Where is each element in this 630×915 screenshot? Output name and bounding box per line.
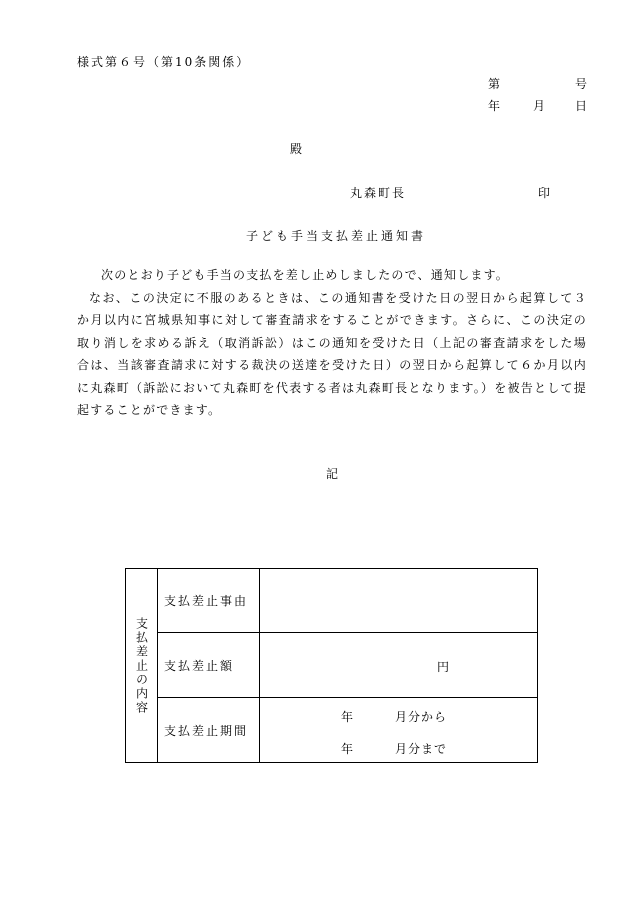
ki-heading: 記 — [326, 467, 339, 481]
section-label: 支払差止の内容 — [134, 616, 149, 715]
period-to-year: 年 — [341, 742, 354, 756]
body-paragraph-2: なお、この決定に不服のあるときは、この通知書を受けた日の翌日から起算して３か月以内に宮城県知事に対して審査請求をすることができます。さらに、この決定の取り消しを求める訴え（取消訴訟）はこの通知を受けた日（上記の審査請求をした場合は、当該審査請求に対する裁決の送達を受けた日）の翌日から起算して６か月以内に丸森町（訴訟において丸森町を代表する者は丸森町長となります。）を被告として提起することができます。 — [77, 290, 587, 417]
table-row-period — [158, 698, 537, 762]
addressee-honorific: 殿 — [290, 142, 303, 156]
amount-unit: 円 — [437, 660, 450, 674]
document-title: 子ども手当支払差止通知書 — [246, 229, 427, 243]
doc-number-prefix: 第 — [488, 77, 501, 91]
form-number: 様式第６号（第10条関係） — [77, 55, 251, 69]
issuer-seal: 印 — [538, 186, 551, 200]
period-to-month: 月分まで — [395, 742, 448, 756]
table-row-amount — [158, 633, 537, 698]
date-year: 年 — [488, 99, 501, 113]
reason-label: 支払差止事由 — [158, 569, 260, 632]
section-label-cell — [126, 569, 158, 762]
body-text — [77, 264, 587, 422]
period-label: 支払差止期間 — [158, 698, 260, 762]
amount-label: 支払差止額 — [158, 633, 260, 697]
table-row-reason — [158, 569, 537, 633]
date-day: 日 — [575, 99, 588, 113]
body-paragraph-1: 次のとおり子ども手当の支払を差し止めしましたので、通知します。 — [101, 268, 510, 282]
details-table — [125, 568, 538, 763]
period-from-year: 年 — [341, 710, 354, 724]
period-from-month: 月分から — [395, 710, 448, 724]
issuer-name: 丸森町長 — [350, 186, 407, 200]
doc-number-suffix: 号 — [575, 77, 588, 91]
date-month: 月 — [533, 99, 546, 113]
